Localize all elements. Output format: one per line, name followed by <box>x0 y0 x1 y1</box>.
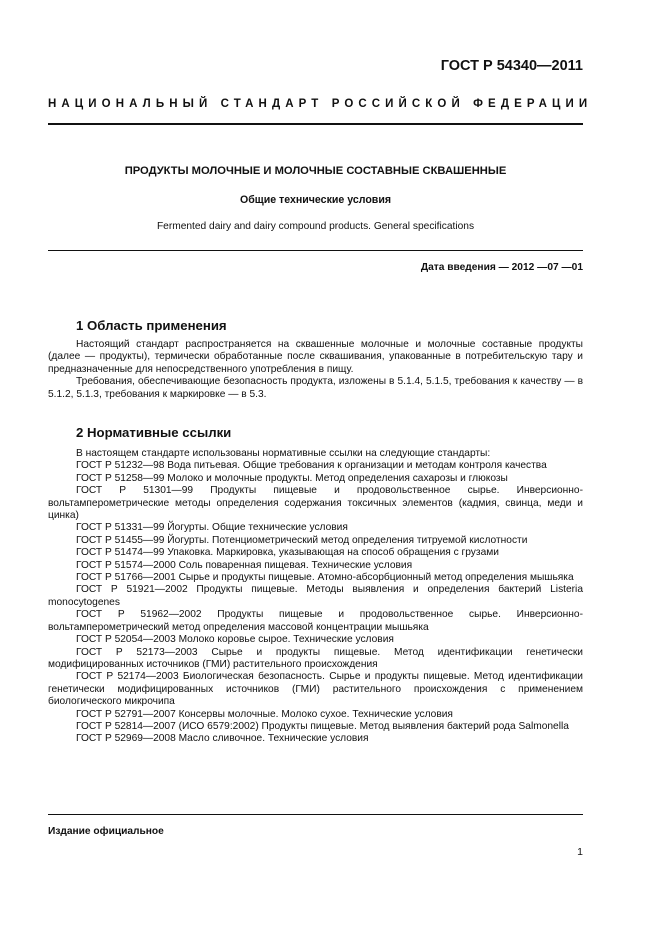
reference-item: ГОСТ Р 52791—2007 Консервы молочные. Молоко сухое. Технические условия <box>76 708 453 720</box>
reference-item: ГОСТ Р 52054—2003 Молоко коровье сырое. Технические условия <box>76 634 394 646</box>
reference-item: ГОСТ Р 51301—99 Продукты пищевые и продовольственное сырье. Инверсионно-вольтамперометрические методы определения содержания токсичных элементов (кадмия, свинца, меди и цинка) <box>48 485 583 522</box>
official-edition-label: Издание официальное <box>48 826 164 837</box>
footer-rule <box>48 814 583 815</box>
top-rule <box>48 123 583 125</box>
reference-item: ГОСТ Р 51331—99 Йогурты. Общие технические условия <box>76 522 348 534</box>
section-1-body <box>48 339 583 401</box>
reference-item: ГОСТ Р 51766—2001 Сырье и продукты пищевые. Атомно-абсорбционный метод определения мышьяка <box>76 572 574 584</box>
reference-item: ГОСТ Р 52969—2008 Масло сливочное. Технические условия <box>76 733 369 745</box>
reference-item: ГОСТ Р 52173—2003 Сырье и продукты пищевые. Метод идентификации генетически модифицированных источников (ГМИ) растительного происхождения <box>48 646 583 670</box>
reference-item: ГОСТ Р 51232—98 Вода питьевая. Общие требования к организации и методам контроля качества <box>76 460 547 472</box>
english-title: Fermented dairy and dairy compound products. General specifications <box>156 221 475 232</box>
introduction-date: Дата введения — 2012 —07 —01 <box>420 262 583 273</box>
section-1-paragraph: Требования, обеспечивающие безопасность продукта, изложены в 5.1.4, 5.1.5, требования к качеству — в 5.1.2, 5.1.3, требования к маркировке — в 5.3. <box>48 376 583 400</box>
reference-item: ГОСТ Р 52174—2003 Биологическая безопасность. Сырье и продукты пищевые. Метод идентификации генетически модифицированных источников (ГМИ) растительного происхождения с применением биологического микрочипа <box>48 671 583 708</box>
title-rule <box>48 250 583 251</box>
national-standard-banner: НАЦИОНАЛЬНЫЙ СТАНДАРТ РОССИЙСКОЙ ФЕДЕРАЦИИ <box>48 98 593 110</box>
reference-item: ГОСТ Р 51574—2000 Соль поваренная пищевая. Технические условия <box>76 559 413 571</box>
document-title: ПРОДУКТЫ МОЛОЧНЫЕ И МОЛОЧНЫЕ СОСТАВНЫЕ СКВАШЕННЫЕ <box>124 165 507 177</box>
reference-item: ГОСТ Р 51474—99 Упаковка. Маркировка, указывающая на способ обращения с грузами <box>76 547 499 559</box>
reference-item: ГОСТ Р 51921—2002 Продукты пищевые. Методы выявления и определения бактерий Listeria monocytogenes <box>48 584 583 608</box>
section-2-body <box>48 448 583 746</box>
reference-item: ГОСТ Р 51258—99 Молоко и молочные продукты. Метод определения сахарозы и глюкозы <box>76 472 508 484</box>
document-code: ГОСТ Р 54340—2011 <box>440 58 583 74</box>
references-intro: В настоящем стандарте использованы нормативные ссылки на следующие стандарты: <box>76 448 491 459</box>
reference-item: ГОСТ Р 52814—2007 (ИСО 6579:2002) Продукты пищевые. Метод выявления бактерий рода Salmonella <box>76 720 569 732</box>
page-number: 1 <box>577 846 583 858</box>
section-1-heading: 1 Область применения <box>76 318 227 333</box>
section-2-heading: 2 Нормативные ссылки <box>76 425 232 440</box>
reference-item: ГОСТ Р 51962—2002 Продукты пищевые и продовольственное сырье. Инверсионно-вольтамперометрический метод определения массовой концентрации мышьяка <box>48 609 583 633</box>
document-subtitle: Общие технические условия <box>239 194 392 206</box>
reference-item: ГОСТ Р 51455—99 Йогурты. Потенциометрический метод определения титруемой кислотности <box>76 534 528 546</box>
section-1-paragraph: Настоящий стандарт распространяется на сквашенные молочные и молочные составные продукты (далее — продукты), термически обработанные после сквашивания, упакованные в потребительскую тару и предназначенные для непосредственного употребления в пищу. <box>48 339 583 375</box>
